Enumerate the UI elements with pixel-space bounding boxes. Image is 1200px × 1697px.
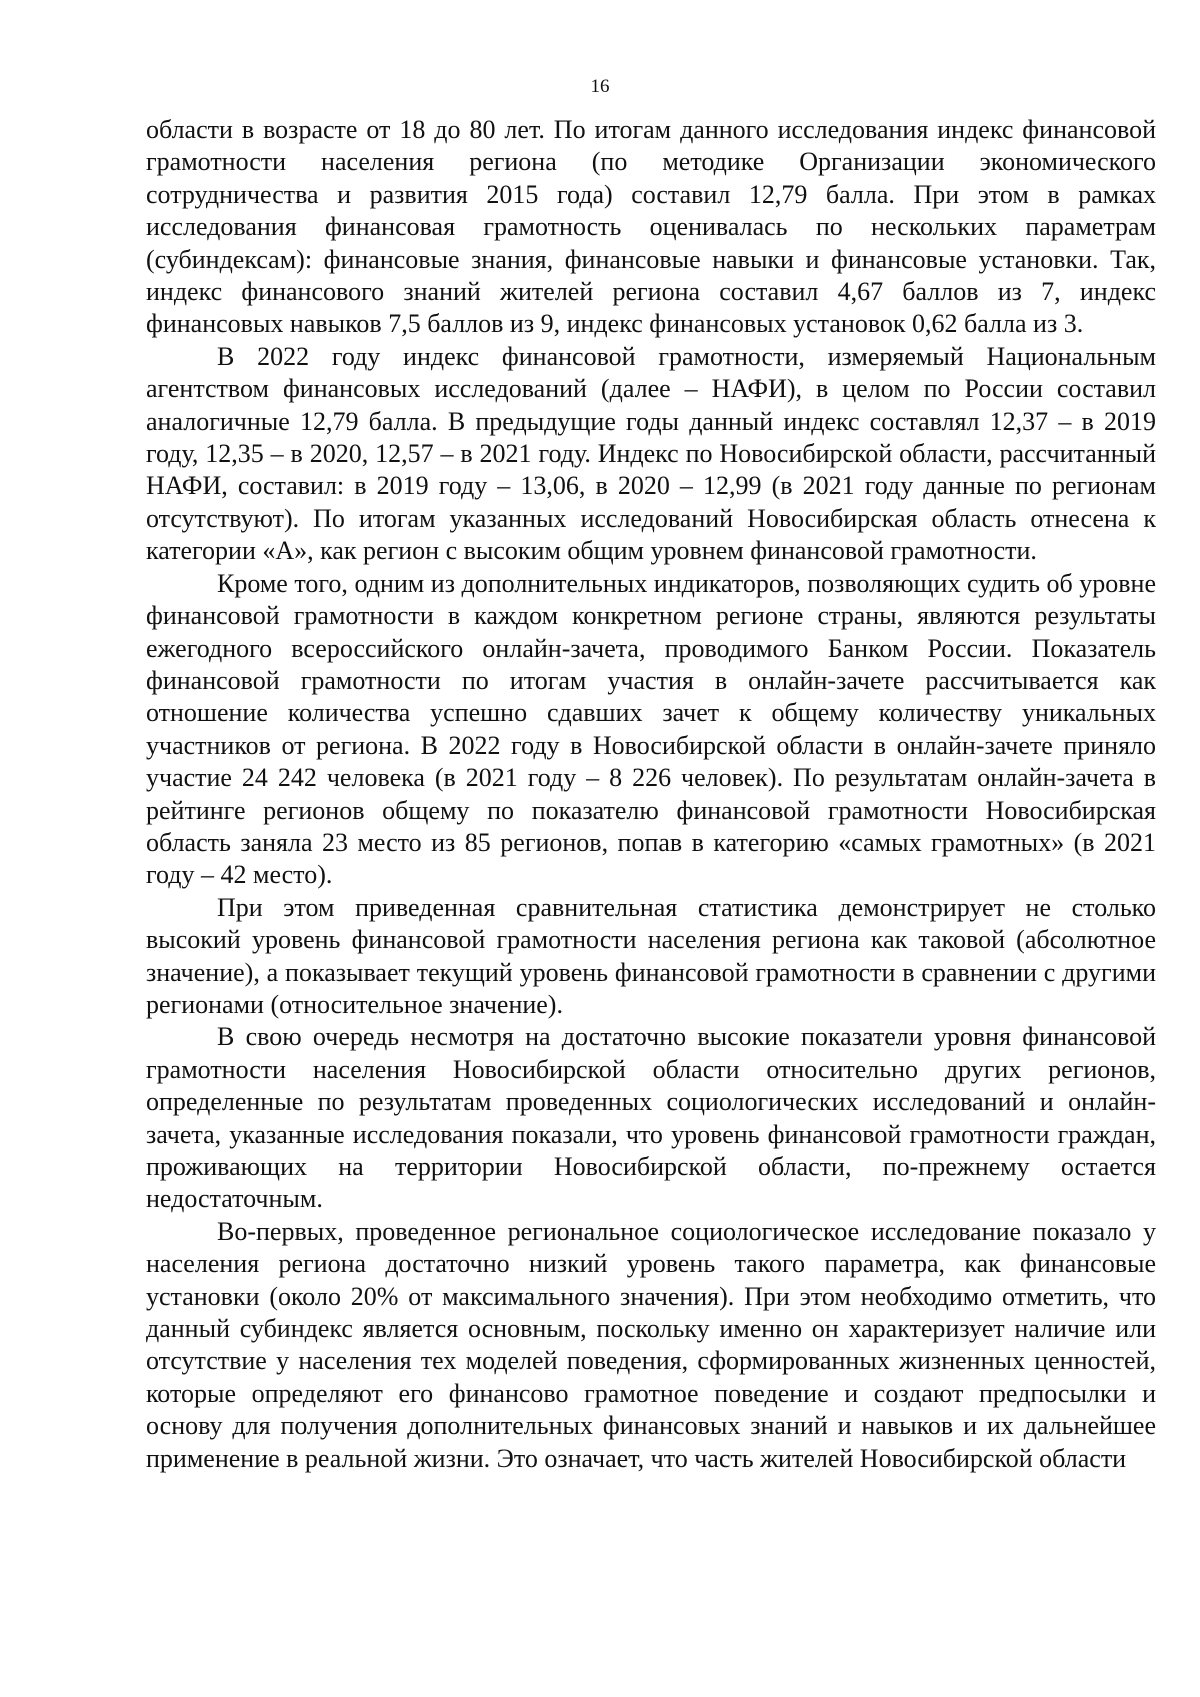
paragraph-online-test: Кроме того, одним из дополнительных индикаторов, позволяющих судить об уровне финансовой грамотности в каждом конкретном регионе страны, являются результаты ежегодного всероссийского онлайн-зачета, проводимого Банком России. Показатель финансовой грамотности по итогам участия в онлайн-зачете рассчитывается как отношение количества успешно сдавших зачет к общему количеству уникальных участников от региона. В 2022 году в Новосибирской области в онлайн-зачете приняло участие 24 242 человека (в 2021 году – 8 226 человек). По результатам онлайн-зачета в рейтинге регионов общему по показателю финансовой грамотности Новосибирская область заняла 23 место из 85 регионов, попав в категорию «самых грамотных» (в 2021 году – 42 место). (146, 568, 1156, 890)
paragraph-nafi-index: В 2022 году индекс финансовой грамотности, измеряемый Национальным агентством финансовых исследований (далее – НАФИ), в целом по России составил аналогичные 12,79 балла. В предыдущие годы данный индекс составлял 12,37 – в 2019 году, 12,35 – в 2020, 12,57 – в 2021 году. Индекс по Новосибирской области, рассчитанный НАФИ, составил: в 2019 году – 13,06, в 2020 – 12,99 (в 2021 году данные по регионам отсутствуют). По итогам указанных исследований Новосибирская область отнесена к категории «А», как регион с высоким общим уровнем финансовой грамотности. (146, 341, 1156, 566)
body-text (146, 114, 1156, 1475)
paragraph-firstly: Во-первых, проведенное региональное социологическое исследование показало у населения региона достаточно низкий уровень такого параметра, как финансовые установки (около 20% от максимального значения). При этом необходимо отметить, что данный субиндекс является основным, поскольку именно он характеризует наличие или отсутствие у населения тех моделей поведения, сформированных жизненных ценностей, которые определяют его финансово грамотное поведение и создают предпосылки и основу для получения дополнительных финансовых знаний и навыков и их дальнейшее применение в реальной жизни. Это означает, что часть жителей Новосибирской области (146, 1216, 1156, 1473)
paragraph-continuation: области в возрасте от 18 до 80 лет. По итогам данного исследования индекс финансовой грамотности населения региона (по методике Организации экономического сотрудничества и развития 2015 года) составил 12,79 балла. При этом в рамках исследования финансовая грамотность оценивалась по нескольких параметрам (субиндексам): финансовые знания, финансовые навыки и финансовые установки. Так, индекс финансового знаний жителей региона составил 4,67 баллов из 7, индекс финансовых навыков 7,5 баллов из 9, индекс финансовых установок 0,62 балла из 3. (146, 115, 1156, 339)
paragraph-comparative-statistics: При этом приведенная сравнительная статистика демонстрирует не столько высокий уровень финансовой грамотности населения региона как таковой (абсолютное значение), а показывает текущий уровень финансовой грамотности в сравнении с другими регионами (относительное значение). (146, 892, 1156, 1019)
page-number: 16 (590, 76, 610, 97)
paragraph-insufficient-level: В свою очередь несмотря на достаточно высокие показатели уровня финансовой грамотности населения Новосибирской области относительно других регионов, определенные по результатам проведенных социологических исследований и онлайн-зачета, указанные исследования показали, что уровень финансовой грамотности граждан, проживающих на территории Новосибирской области, по-прежнему остается недостаточным. (146, 1022, 1156, 1214)
